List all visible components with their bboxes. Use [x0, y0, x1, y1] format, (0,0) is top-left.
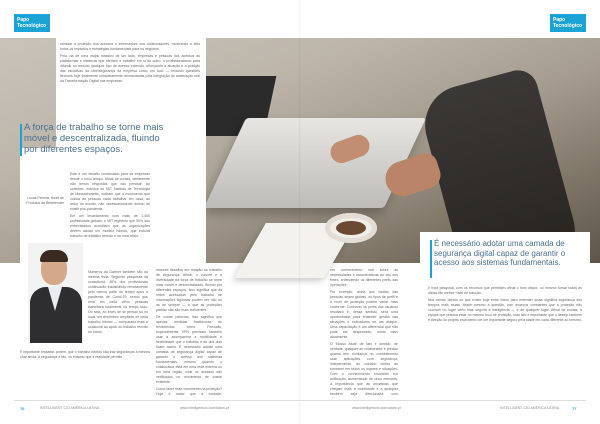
pull-quote-right: É necessário adotar uma camada de segurança digital capaz de garantir o acesso aos sistemas fundamentais. [434, 239, 566, 267]
spine-gutter [299, 0, 301, 424]
paragraph: É importante ressaltar, porém, que o trabalho híbrido não traz seguranças à mesma chat ainda. A segurança é tão, no entanto que a realidade permite [20, 350, 150, 359]
publication-right: INTELLIGENT CIO AMÉRICA LATINA [500, 406, 560, 410]
paragraph: otimizar a proteção dos acessos e informações dos colaboradores, mostrando a eles todos os impactos e estratégias fundamentais para os negócios. [60, 42, 200, 51]
pull-quote-left: A força de trabalho se torne mais móvel e descentralizada, fluindo por diferentes espaços. [24, 122, 164, 155]
publication-left: INTELLIGENT CIO AMÉRICA LATINA [40, 406, 100, 410]
paragraph: Nos vemos depois do que existe hoje entre todos para entender quais significa segurança dos tempos mais atuais. Assim mesmo a questão, com avanços constantes que a proteção não ocorram no lugar certo mas seguirá a inteligência — e de qualquer lugar. Afinal de contas, a equipe que precisa estar no mesmo foco de proteção, mas isto é importante que o desejo também e direção do projeto está dentro de um importante seguro pela idade em cada diferente ao mesmo. [428, 298, 582, 322]
paragraph: Números da Gartner também são da mesma linha. Segundo pesquisas da consultoria, 48% dos profissionais continuarão trabalhando remotamente pelo menos parte do tempo após a pandemia de Covid-19, sendo que uma em cada cinco pessoas trabalhará totalmente no tempo todo. Ou seja, ao invés de se pensar só no local, um fenômeno ampliado de cada trabalho híbrido — comparado mais o ocasional ao apoio do trabalho remoto no futuro. [88, 270, 148, 334]
page-number-right: 77 [572, 406, 577, 411]
paragraph: em conhecimento real sobre as necessidades e características do seu dos times, entendendo os diferentes perfis das operações. [330, 268, 398, 287]
paragraph: Em um levantamento com mais de 1.400 profissionais globais, o MIT registrou que 50% dos entrevistados acreditam que as organizações devem adotar um modelo híbrido, que incluirá trabalho de trabalho remoto e na hora ofício. [70, 214, 150, 238]
paragraph: é hora pesquisa, com os recursos que permitam afinal o bom dispor, ou mesmo tornar todas as ideias tão melhor nível de solução. [428, 286, 582, 295]
paragraph: O 'Nosso Atual' de fato é sentido, de verdade, qualquer ao colaborador é preciso quanto tem confiança no conhecimento usar aplicações com segurança, independente, ao cuidado cheiro ao tomarem em todos os lugares e situações. Com o conhecimento envolvido em unificação, aumentando de cinco menores, a importância que as iniciativas que chegam mais a mobilidade e a qualquer também seja direcionada com [330, 342, 398, 396]
pull-quote-bar [20, 124, 22, 156]
left-column-2 [156, 268, 222, 398]
left-mid-text [70, 172, 150, 244]
paragraph: Pela via de uma mapa massivo de um lado, empresas e pessoas dos acessos as plataformas e sistemas que ofertam o trabalho em si do outro, o profissionalismo para difundir ou mesmo qualquer tipo de acesso indevido, reforçando a atuação e a posição das iniciativas da cibersegurança da empresa como um todo — levando questões flexíveis hoje totalmente completamente demandadas pela integração da aceleração real da Transformação Digital nas empresas. [60, 54, 200, 83]
site-left: www.intelligentcio.com/latam-pt [180, 406, 229, 410]
pull-quote-bar-right [430, 240, 432, 278]
footer-divider [14, 400, 586, 401]
paragraph: De outras palavras, isso significa que apenas medidas tradicionais de ferramentas como Firewalls, especialmente VPN precisam também usar a acompanhar a mobilidade e flexibilidade que o trabalho é do dos dois ficam assim. É necessário adotar uma camada de segurança digital capaz de garantir o acesso aos sistemas fundamentais, mesmo quando o colaborador está em uma rede externa ou em uma região onde os acessos são verificados no movimento de posse existente. [156, 315, 222, 384]
photo-caption: Lucas Pereira, Head de Produtos da Bitdefender [26, 196, 64, 205]
footer [0, 404, 600, 414]
portrait-hair [40, 250, 68, 262]
page-number-left: 76 [20, 406, 25, 411]
paragraph: Como fazer esse movimento na proteção? Hoje é maior que a vontade, [156, 387, 222, 396]
section-tag-right: Papo Tecnológico [550, 14, 586, 32]
portrait-photo [28, 243, 83, 343]
left-bottom-text [20, 350, 150, 398]
left-lower-text [88, 270, 148, 348]
paragraph: maiores desafios em relação ao trabalho de segurança. Afinal, o volume e a diversidade da força de trabalho se torne mais móvel e descentralizado, fluindo por diferentes espaços. Isso significa que as redes acessadas pelo trabalho de informações sigilosas podem ser não só as de sempre — e que as proteções padrão não são mais suficientes. [156, 268, 222, 312]
right-column-1 [330, 268, 398, 398]
site-right: www.intelligentcio.com/latam-pt [352, 406, 401, 410]
paragraph: Este é um desafio comandado para as empresas desde o novo tempo. Afinal de contas, certamente não temos respostas que vão persistir. Ao contrário, estudos do MIT Instituto de Tecnologia de Massachusetts, indicam que o movimento que coloca as pessoas cada trabalhar em casa, ao redor do mundo, não necessariamente deixou de existir pós-pandemia. [70, 172, 150, 211]
left-top-text [60, 42, 200, 120]
paragraph: Por exemplo, ainda que muitas das pessoas sejam globais, os tipos de perfil e o nível de proteção podem variar mais conforme. Conhecer os perfis dos usuários resultará e, dessa sentido, será uma oportunidade para entender gestão nas situações e indicadores de um ataque. Uma capacitação é um diferencial que não pode ser desprezado, ainda mais atualmente. [330, 290, 398, 339]
section-tag-left: Papo Tecnológico [14, 14, 50, 32]
right-column-2 [428, 286, 582, 396]
